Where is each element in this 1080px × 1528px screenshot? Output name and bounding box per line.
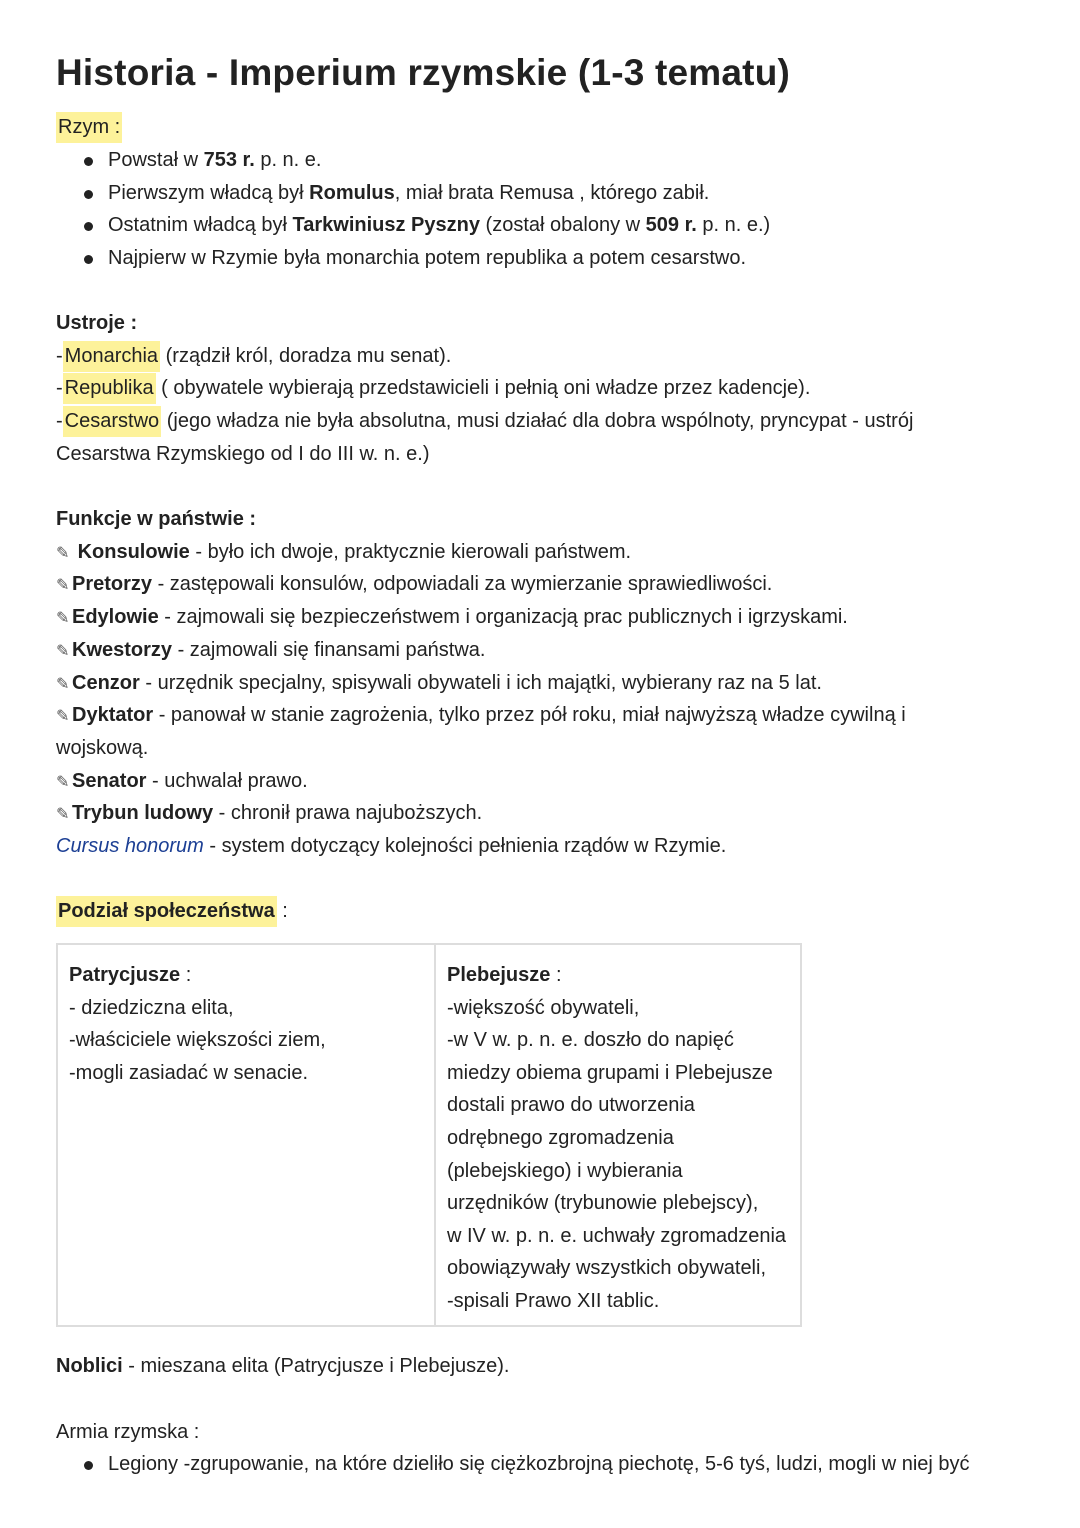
table-line: w IV w. p. n. e. uchwały zgromadzenia xyxy=(447,1224,787,1247)
pencil-icon: ✎ xyxy=(56,577,70,594)
patrycjusze-cell: Patrycjusze : - dziedziczna elita, -właściciele większości ziem, -mogli zasiadać w senacie. xyxy=(57,944,435,1326)
funkcja-item: ✎ Pretorzy - zastępowali konsulów, odpowiadali za wymierzanie sprawiedliwości. xyxy=(56,568,772,602)
ustroj-item: - Cesarstwo (jego władza nie była absolutna, musi działać dla dobra wspólnoty, pryncypat - ustrój xyxy=(56,405,913,438)
funkcja-continuation: wojskową. xyxy=(56,737,149,759)
table-line: odrębnego zgromadzenia xyxy=(447,1126,674,1149)
funkcje-heading: Funkcje w państwie : xyxy=(56,508,257,530)
funkcja-item: ✎ Konsulowie - było ich dwoje, praktycznie kierowali państwem. xyxy=(56,536,631,570)
society-table xyxy=(56,943,802,1327)
rzym-heading: Rzym : xyxy=(56,111,122,144)
funkcja-item: ✎ Kwestorzy - zajmowali się finansami państwa. xyxy=(56,634,486,668)
table-line: dostali prawo do utworzenia xyxy=(447,1094,695,1117)
table-line: -w V w. p. n. e. doszło do napięć xyxy=(447,1029,734,1052)
table-line: (plebejskiego) i wybierania xyxy=(447,1159,683,1182)
plebejusze-cell: Plebejusze : -większość obywateli, -w V w. p. n. e. doszło do napięć miedzy obiema grupami i Plebejusze dostali prawo do utworzenia odrębnego zgromadzenia (plebejskiego) i wybierania urzędników (trybunowie plebejscy), w IV w. p. n. e. uchwały zgromadzenia obowiązywały wszystkich obywateli, -spisali Prawo XII tablic. xyxy=(435,944,801,1326)
ustroj-continuation: Cesarstwa Rzymskiego od I do III w. n. e.) xyxy=(56,443,430,465)
cursus-honorum-link[interactable]: Cursus honorum xyxy=(56,835,204,857)
pencil-icon: ✎ xyxy=(56,643,70,660)
table-line: -większość obywateli, xyxy=(447,996,640,1019)
table-line: - dziedziczna elita, xyxy=(69,996,234,1019)
armia-heading: Armia rzymska : xyxy=(56,1421,200,1443)
ustroj-item: - Monarchia (rządził król, doradza mu senat). xyxy=(56,340,451,373)
table-line: -spisali Prawo XII tablic. xyxy=(447,1289,660,1312)
funkcja-item: ✎ Senator - uchwalał prawo. xyxy=(56,765,308,799)
ustroje-heading: Ustroje : xyxy=(56,312,138,334)
funkcja-item: ✎ Edylowie - zajmowali się bezpieczeństwem i organizacją prac publicznych i igrzyskami. xyxy=(56,601,848,635)
funkcja-item: ✎ Cenzor - urzędnik specjalny, spisywali obywateli i ich majątki, wybierany raz na 5 lat. xyxy=(56,667,822,701)
funkcja-item: ✎ Trybun ludowy - chronił prawa najuboższych. xyxy=(56,797,482,831)
bullet-icon xyxy=(84,222,93,231)
podzial-heading: Podział społeczeństwa : xyxy=(56,895,288,928)
pencil-icon: ✎ xyxy=(56,806,70,823)
bullet-icon xyxy=(84,1461,93,1470)
ustroj-item: - Republika ( obywatele wybierają przedstawicieli i pełnią oni władze przez kadencje). xyxy=(56,372,810,405)
bullet-icon xyxy=(84,190,93,199)
bullet-icon xyxy=(84,157,93,166)
bullet-icon xyxy=(84,255,93,264)
cursus-honorum: Cursus honorum - system dotyczący kolejności pełnienia rządów w Rzymie. xyxy=(56,835,727,857)
noblici: Noblici - mieszana elita (Patrycjusze i Plebejusze). xyxy=(56,1355,510,1377)
table-line: -właściciele większości ziem, xyxy=(69,1029,326,1052)
table-line: obowiązywały wszystkich obywateli, xyxy=(447,1257,767,1280)
table-line: urzędników (trybunowie plebejscy), xyxy=(447,1192,759,1215)
pencil-icon: ✎ xyxy=(56,545,70,562)
pencil-icon: ✎ xyxy=(56,610,70,627)
pencil-icon: ✎ xyxy=(56,676,70,693)
table-line: miedzy obiema grupami i Plebejusze xyxy=(447,1061,773,1084)
page-title: Historia - Imperium rzymskie (1-3 tematu) xyxy=(56,52,791,93)
pencil-icon: ✎ xyxy=(56,708,70,725)
funkcja-item: ✎ Dyktator - panował w stanie zagrożenia, tylko przez pół roku, miał najwyższą władze cywilną i xyxy=(56,699,906,733)
pencil-icon: ✎ xyxy=(56,774,70,791)
table-line: -mogli zasiadać w senacie. xyxy=(69,1061,308,1084)
